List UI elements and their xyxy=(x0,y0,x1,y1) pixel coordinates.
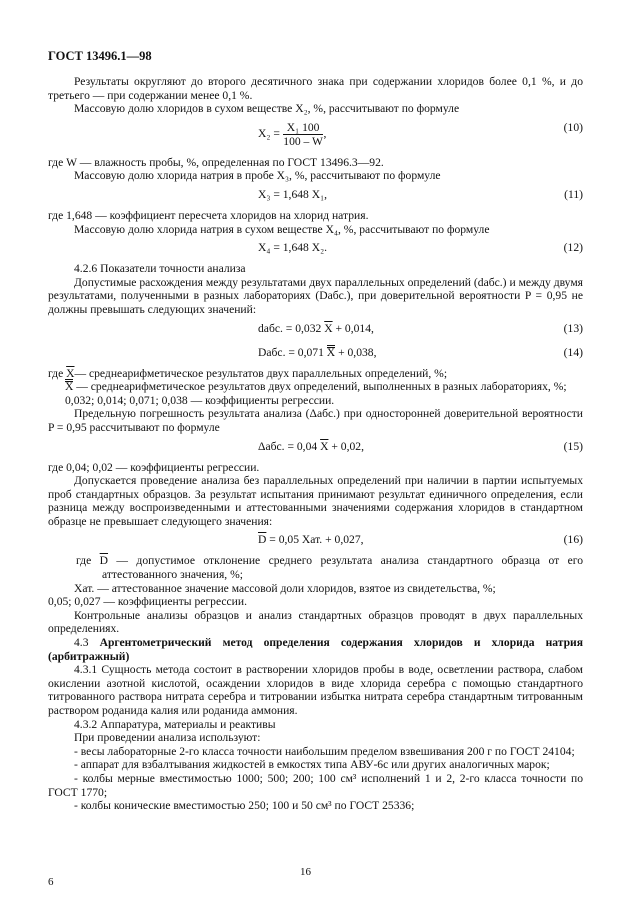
document-body xyxy=(48,75,583,813)
fraction-denominator: 100 – W xyxy=(283,134,323,148)
paragraph: Контрольные анализы образцов и анализ стандартных образцов проводят в двух параллельных определениях. xyxy=(48,608,583,636)
formula-12: X₄ = 1,648 X₂. (12) xyxy=(258,241,583,255)
formula-number: (13) xyxy=(563,321,583,335)
formula-tail: , xyxy=(323,126,327,140)
paragraph: X — среднеарифметическое результатов двух определений, выполненных в разных лабораториях, %; xyxy=(65,380,567,394)
formula-14: Dабс. = 0,071 X + 0,038, (14) xyxy=(258,345,583,359)
list-item: - колбы конические вместимостью 250; 100 и 50 см³ по ГОСТ 25336; xyxy=(74,799,415,813)
formula-13: dабс. = 0,032 $\overline{X} + 0,014$, (13) xyxy=(258,321,583,335)
formula-number: (15) xyxy=(563,439,583,453)
paragraph: Массовую долю хлоридов в сухом веществе X₂, %, рассчитывают по формуле xyxy=(74,102,460,116)
list-item: - весы лабораторные 2-го класса точности наибольшим пределом взвешивания 200 г по ГОСТ 24104; xyxy=(74,744,575,758)
formula-lhs: X₂ = xyxy=(258,126,280,140)
paragraph: 0,032; 0,014; 0,071; 0,038 — коэффициенты регрессии. xyxy=(65,393,335,407)
section-heading: 4.3 Аргентометрический метод определения содержания хлоридов и хлорида натрия (арбитражный) xyxy=(48,636,583,663)
list-item: - колбы мерные вместимостью 1000; 500; 200; 100 см³ исполнений 1 и 2, 2-го класса точности по ГОСТ 1770; xyxy=(48,771,583,799)
paragraph: где 0,04; 0,02 — коэффициенты регрессии. xyxy=(48,460,260,474)
fraction-numerator: X₁ 100 xyxy=(283,121,324,135)
paragraph: При проведении анализа используют: xyxy=(74,731,261,745)
mean-symbol: $\overline{X}$ xyxy=(324,321,333,335)
formula-number: (14) xyxy=(563,345,583,359)
page-number-center: 16 xyxy=(300,866,311,878)
paragraph: Массовую долю хлорида натрия в пробе X₃, %, рассчитывают по формуле xyxy=(74,169,441,183)
formula-15: Δабс. = 0,04 $\overline{X} + 0,02$, (15) xyxy=(258,439,583,453)
paragraph: где W — влажность пробы, %, определенная по ГОСТ 13496.3—92. xyxy=(48,155,384,169)
paragraph: где $\overline{X}—$ среднеарифметическое результатов двух параллельных определений, %; xyxy=(48,366,448,380)
paragraph: Допустимые расхождения между результатами двух параллельных определений (dабс.) и между двумя результатами, полученными в разных лабораториях (Dабс.), при доверительной вероятности P = 0,95 не должны превышать следующих значений: xyxy=(48,275,583,316)
section-heading: 4.3.2 Аппаратура, материалы и реактивы xyxy=(74,717,276,731)
formula-number: (10) xyxy=(563,120,583,134)
paragraph: Предельную погрешность результата анализа (Δабс.) при односторонней доверительной вероятности P = 0,95 рассчитывают по формуле xyxy=(48,407,583,434)
section-heading: 4.2.6 Показатели точности анализа xyxy=(74,262,246,276)
paragraph: Массовую долю хлорида натрия в сухом веществе X₄, %, рассчитывают по формуле xyxy=(74,222,490,236)
fraction xyxy=(283,120,327,148)
paragraph: где $\overline{D}$ — допустимое отклонение среднего результата анализа стандартного образца от его аттестованного значения, %; xyxy=(76,554,583,582)
paragraph: где 1,648 — коэффициент пересчета хлоридов на хлорид натрия. xyxy=(48,208,369,222)
paragraph: 4.3.1 Сущность метода состоит в растворении хлоридов пробы в воде, осветлении раствора, слабом окислении азотной кислотой, осаждении хлоридов в виде хлорида серебра с помощью стандартного титрованного раствора нитрата серебра и титровании избытка нитрата серебра стандартным титрованным раствором роданида калия или роданида аммония. xyxy=(48,663,583,717)
document-header: ГОСТ 13496.1—98 xyxy=(48,49,152,63)
paragraph: 0,05; 0,027 — коэффициенты регрессии. xyxy=(48,595,247,609)
list-item: - аппарат для взбалтывания жидкостей в емкостях типа АВУ-6с или других аналогичных марок; xyxy=(74,758,550,772)
formula-number: (12) xyxy=(563,241,583,255)
formula-10 xyxy=(48,118,583,154)
paragraph: Допускается проведение анализа без параллельных определений при наличии в партии испытуемых проб стандартных образцов. За результат испытания принимают результат единичного определения, если разница между воспроизведенными и аттестованными значениями содержания хлоридов в стандартном образце не превышает следующего значения: xyxy=(48,474,583,528)
page-number-left: 6 xyxy=(48,876,54,888)
formula-number: (16) xyxy=(563,533,583,547)
formula-16: $\overline{D} = 0,05$ Xат. + 0,027, (16) xyxy=(258,533,583,547)
paragraph: Результаты округляют до второго десятичного знака при содержании хлоридов более 0,1 %, и до третьего — при содержании менее 0,1 %. xyxy=(48,75,583,102)
formula-11: X₃ = 1,648 X₁, (11) xyxy=(258,187,583,201)
double-mean-symbol: X xyxy=(326,345,336,359)
paragraph: Xат. — аттестованное значение массовой доли хлоридов, взятое из свидетельства, %; xyxy=(74,581,496,595)
formula-number: (11) xyxy=(564,187,583,201)
